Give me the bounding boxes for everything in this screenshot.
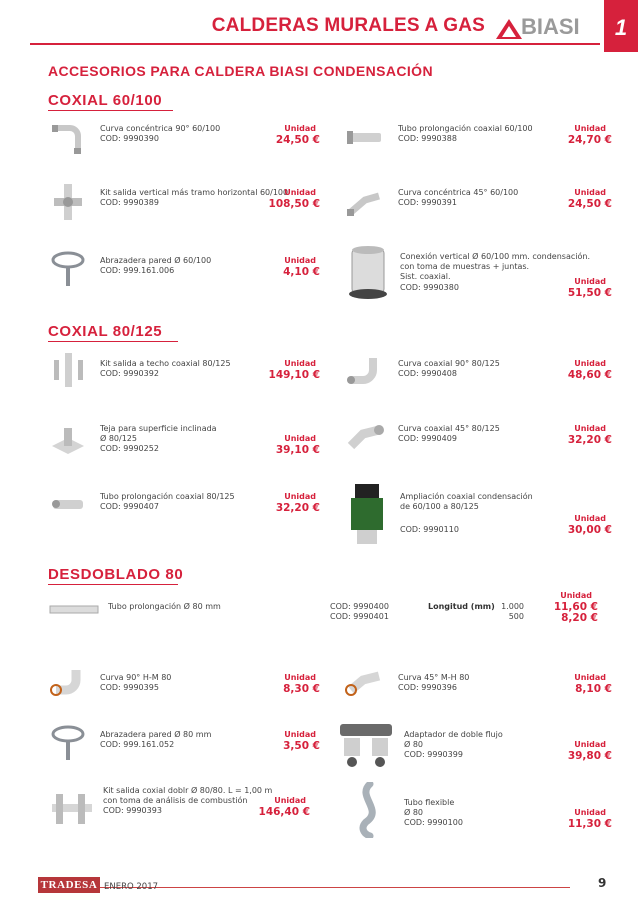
product-name: Conexión vertical Ø 60/100 mm. condensación. <box>400 252 590 261</box>
dual-outlet-kit-icon <box>48 788 96 832</box>
product-price: 48,60 € <box>567 369 612 381</box>
product-code: COD: 9990393 <box>103 806 162 816</box>
product-name: Kit salida coxial doblr Ø 80/80. L = 1,00 m <box>103 786 273 795</box>
product-name: Abrazadera pared Ø 60/100 <box>100 256 212 265</box>
extension-pipe-icon <box>48 484 88 524</box>
product-code: COD: 9990389 <box>100 198 159 208</box>
product-code: COD: 9990401 <box>330 612 389 621</box>
product-price: 51,50 € <box>567 287 612 299</box>
product-code: COD: 9990400 <box>330 602 389 611</box>
product-item <box>398 424 500 444</box>
roof-kit-icon <box>48 350 88 390</box>
product-item <box>100 673 171 693</box>
product-code: COD: 9990392 <box>100 369 159 379</box>
brand-logo-text: BIASI <box>521 14 580 39</box>
product-code: COD: 9990110 <box>400 525 459 534</box>
dual-flow-adapter-icon <box>338 722 394 768</box>
product-price: 8,10 € <box>575 683 612 695</box>
unit-label: Unidad <box>284 359 316 368</box>
product-price: 11,60 € <box>553 601 598 613</box>
product-code: COD: 9990399 <box>404 750 463 760</box>
product-code: COD: 9990407 <box>100 502 159 512</box>
unit-label: Unidad <box>574 188 606 197</box>
product-code: COD: 9990409 <box>398 434 457 444</box>
footer-date: ENERO 2017 <box>104 882 159 892</box>
unit-label: Unidad <box>284 188 316 197</box>
elbow-45-icon <box>345 414 385 454</box>
unit-label: Unidad <box>284 256 316 265</box>
product-code: COD: 9990252 <box>100 444 159 454</box>
section-title-desdoblado-80: DESDOBLADO 80 <box>48 566 184 583</box>
section-underline <box>48 584 178 585</box>
product-price: 24,70 € <box>567 134 612 146</box>
section-title-coaxial-80-125: COXIAL 80/125 <box>48 323 163 340</box>
unit-label: Unidad <box>284 434 316 443</box>
unit-label: Unidad <box>284 730 316 739</box>
product-name: Tubo prolongación coaxial 80/125 <box>100 492 235 501</box>
straight-pipe-icon <box>48 598 100 620</box>
biasi-logo-icon <box>495 18 523 40</box>
footer-divider <box>100 887 570 888</box>
product-item <box>398 124 533 144</box>
flexible-tube-icon <box>350 782 390 838</box>
vertical-connection-icon <box>343 244 393 300</box>
product-item <box>404 730 503 761</box>
elbow-90-icon <box>345 350 385 390</box>
product-name: Kit salida a techo coaxial 80/125 <box>100 359 231 368</box>
product-price: 32,20 € <box>567 434 612 446</box>
product-code: COD: 9990390 <box>100 134 159 144</box>
unit-label: Unidad <box>574 514 606 523</box>
product-item <box>398 359 500 379</box>
product-code: COD: 9990396 <box>398 683 457 693</box>
product-name: Curva 45° M-H 80 <box>398 673 470 682</box>
product-name: Curva concéntrica 90° 60/100 <box>100 124 221 133</box>
product-price: 39,80 € <box>567 750 612 762</box>
product-name: Curva coaxial 45° 80/125 <box>398 424 500 433</box>
coaxial-adapter-icon <box>345 482 389 546</box>
product-name: Abrazadera pared Ø 80 mm <box>100 730 212 739</box>
product-detail: Ø 80/125 <box>100 434 137 444</box>
length-label: Longitud (mm) <box>428 602 495 611</box>
product-detail: con toma de muestras + juntas. <box>400 262 530 272</box>
product-item <box>400 492 533 512</box>
unit-label: Unidad <box>274 796 306 805</box>
product-code: COD: 9990380 <box>400 282 459 292</box>
product-name: Tubo flexible <box>404 798 455 807</box>
unit-label: Unidad <box>574 359 606 368</box>
product-price: 149,10 € <box>268 369 320 381</box>
product-item <box>398 673 469 693</box>
product-code: COD: 9990395 <box>100 683 159 693</box>
product-price: 39,10 € <box>275 444 320 456</box>
page-title: ACCESORIOS PARA CALDERA BIASI CONDENSACIÓN <box>48 63 433 79</box>
unit-label: Unidad <box>574 277 606 286</box>
extension-pipe-icon <box>345 118 385 158</box>
section-underline <box>48 110 173 111</box>
product-name: Curva coaxial 90° 80/125 <box>398 359 500 368</box>
elbow-90-icon <box>48 660 88 700</box>
unit-label: Unidad <box>574 424 606 433</box>
product-detail: Sist. coaxial. <box>400 272 451 282</box>
product-price: 30,00 € <box>567 524 612 536</box>
product-price: 4,10 € <box>283 266 320 278</box>
product-item <box>100 492 235 512</box>
unit-label: Unidad <box>574 808 606 817</box>
unit-label: Unidad <box>284 124 316 133</box>
elbow-45-icon <box>345 182 385 222</box>
unit-label: Unidad <box>284 492 316 501</box>
wall-clamp-icon <box>48 248 88 288</box>
product-code: COD: 9990388 <box>398 134 457 144</box>
product-price: 8,20 € <box>561 612 598 624</box>
elbow-90-icon <box>48 118 88 158</box>
product-name: Ampliación coaxial condensación <box>400 492 533 501</box>
product-name: Curva concéntrica 45° 60/100 <box>398 188 519 197</box>
product-item <box>100 256 211 276</box>
product-code: COD: 999.161.052 <box>100 740 175 750</box>
product-name: Tubo prolongación coaxial 60/100 <box>398 124 533 133</box>
product-price: 108,50 € <box>268 198 320 210</box>
product-name: Curva 90° H-M 80 <box>100 673 172 682</box>
product-code: COD: 9990100 <box>404 818 463 828</box>
unit-label: Unidad <box>574 673 606 682</box>
product-name: Tubo prolongación Ø 80 mm <box>108 602 221 611</box>
product-price: 32,20 € <box>275 502 320 514</box>
product-price: 11,30 € <box>567 818 612 830</box>
product-name: Teja para superficie inclinada <box>100 424 217 433</box>
section-title-coaxial-60-100: COXIAL 60/100 <box>48 92 163 109</box>
wall-clamp-icon <box>48 722 88 762</box>
vertical-kit-icon <box>48 182 88 222</box>
product-item <box>100 359 231 379</box>
product-name: Kit salida vertical más tramo horizontal 60/100 <box>100 188 289 197</box>
product-detail: de 60/100 a 80/125 <box>400 502 479 512</box>
product-code: COD: 9990408 <box>398 369 457 379</box>
unit-label: Unidad <box>560 591 592 600</box>
unit-label: Unidad <box>284 673 316 682</box>
product-name: Adaptador de doble flujo <box>404 730 503 739</box>
elbow-45-icon <box>345 660 385 700</box>
section-underline <box>48 341 178 342</box>
product-detail: Ø 80 <box>404 808 424 818</box>
header-divider <box>30 43 600 45</box>
page-number: 9 <box>598 876 607 890</box>
product-detail: Ø 80 <box>404 740 424 750</box>
length-value: 500 <box>508 612 524 621</box>
product-code: COD: 9990391 <box>398 198 457 208</box>
product-item <box>100 124 220 144</box>
product-item <box>100 730 211 750</box>
product-price: 24,50 € <box>567 198 612 210</box>
roof-tile-icon <box>48 416 88 456</box>
length-value: 1.000 <box>501 602 524 611</box>
catalog-title: CALDERAS MURALES A GAS <box>211 15 485 36</box>
product-code: COD: 999.161.006 <box>100 266 175 276</box>
chapter-tab: 1 <box>604 0 638 52</box>
product-price: 24,50 € <box>275 134 320 146</box>
product-price: 8,30 € <box>283 683 320 695</box>
product-detail: con toma de análisis de combustión <box>103 796 248 806</box>
tradesa-logo: TRADESA <box>38 877 100 893</box>
unit-label: Unidad <box>574 124 606 133</box>
product-item <box>404 798 463 829</box>
product-item <box>398 188 518 208</box>
product-price: 146,40 € <box>258 806 310 818</box>
product-item <box>100 424 217 455</box>
unit-label: Unidad <box>574 740 606 749</box>
product-price: 3,50 € <box>283 740 320 752</box>
